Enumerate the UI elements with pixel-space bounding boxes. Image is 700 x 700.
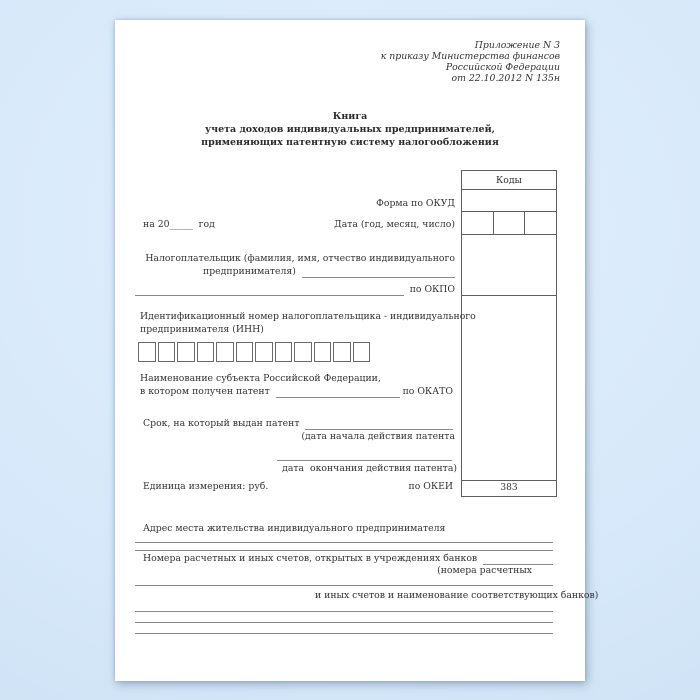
fill-line — [276, 387, 400, 398]
fill-line — [305, 419, 453, 430]
patent-term-label: Срок, на который выдан патент — [143, 418, 303, 429]
inn-label-line2: предпринимателя (ИНН) — [140, 324, 264, 335]
taxpayer-name-field — [203, 266, 455, 278]
okei-label: по ОКЕИ — [408, 481, 453, 492]
accounts-note-line2: и иных счетов и наименование соответствующих банков) — [315, 590, 599, 601]
okato-code-cell — [462, 296, 556, 481]
accounts-label: Номера расчетных и иных счетов, открытых в учреждениях банков — [143, 553, 481, 564]
okpo-code-cell — [462, 235, 556, 296]
patent-term-field — [143, 418, 453, 430]
annotation-line: Приложение N 3 — [474, 40, 560, 51]
okpo-label: по ОКПО — [406, 284, 455, 295]
fill-line — [483, 554, 553, 565]
date-day-cell — [525, 212, 556, 234]
annotation-block — [381, 40, 560, 84]
address-line — [135, 542, 553, 543]
inn-cell — [216, 342, 234, 362]
okud-label: Форма по ОКУД — [376, 198, 455, 209]
accounts-note-line1: (номера расчетных — [437, 565, 532, 576]
date-year-cell — [462, 212, 494, 234]
inn-cell — [353, 342, 371, 362]
inn-cell — [314, 342, 332, 362]
inn-cell — [294, 342, 312, 362]
year-field: на 20_____ год — [143, 219, 215, 230]
codes-header: Коды — [462, 171, 556, 190]
annotation-line: Российской Федерации — [445, 62, 560, 73]
form-page — [115, 20, 599, 681]
inn-cell — [197, 342, 215, 362]
date-month-cell — [494, 212, 526, 234]
unit-label: Единица измерения: руб. — [143, 481, 269, 492]
taxpayer-label-line2: предпринимателя) — [203, 266, 299, 277]
date-code-cells — [462, 212, 556, 235]
fill-line — [302, 267, 455, 278]
annotation-line: к приказу Министерства финансов — [380, 51, 560, 62]
inn-cell — [255, 342, 273, 362]
accounts-line — [135, 585, 553, 586]
blank-line — [135, 622, 553, 623]
okato-label: по ОКАТО — [399, 386, 453, 397]
blank-line — [135, 611, 553, 612]
address-label: Адрес места жительства индивидуального предпринимателя — [143, 523, 446, 534]
address-line — [135, 550, 553, 551]
region-label-line2: в котором получен патент — [140, 386, 273, 397]
fill-line — [135, 285, 404, 296]
date-label: Дата (год, месяц, число) — [334, 219, 455, 230]
accounts-field — [143, 553, 553, 565]
inn-label-line1: Идентификационный номер налогоплательщика - индивидуального — [140, 311, 476, 322]
okpo-field — [135, 284, 455, 296]
okei-code-cell: 383 — [500, 483, 518, 493]
taxpayer-label-line1: Налогоплательщик (фамилия, имя, отчество индивидуального — [145, 253, 455, 264]
inn-cell — [158, 342, 176, 362]
blank-line — [135, 633, 553, 634]
inn-cell — [236, 342, 254, 362]
region-label-line1: Наименование субъекта Российской Федерации, — [140, 373, 381, 384]
inn-cell — [177, 342, 195, 362]
form-title-line: учета доходов индивидуальных предпринимателей, — [205, 124, 495, 135]
annotation-line: от 22.10.2012 N 135н — [451, 73, 560, 84]
region-field — [140, 386, 453, 398]
patent-start-note: (дата начала действия патента — [301, 431, 455, 442]
form-title — [115, 110, 585, 149]
form-title-line: Книга — [332, 111, 368, 122]
codes-panel — [461, 170, 557, 497]
okud-code-cell — [462, 190, 556, 212]
inn-cell — [333, 342, 351, 362]
inn-cell — [275, 342, 293, 362]
form-title-line: применяющих патентную систему налогообложения — [201, 137, 499, 148]
patent-end-note: дата окончания действия патента) — [282, 463, 457, 474]
inn-cell — [138, 342, 156, 362]
fill-line — [277, 460, 452, 461]
inn-cell-row — [138, 342, 372, 362]
